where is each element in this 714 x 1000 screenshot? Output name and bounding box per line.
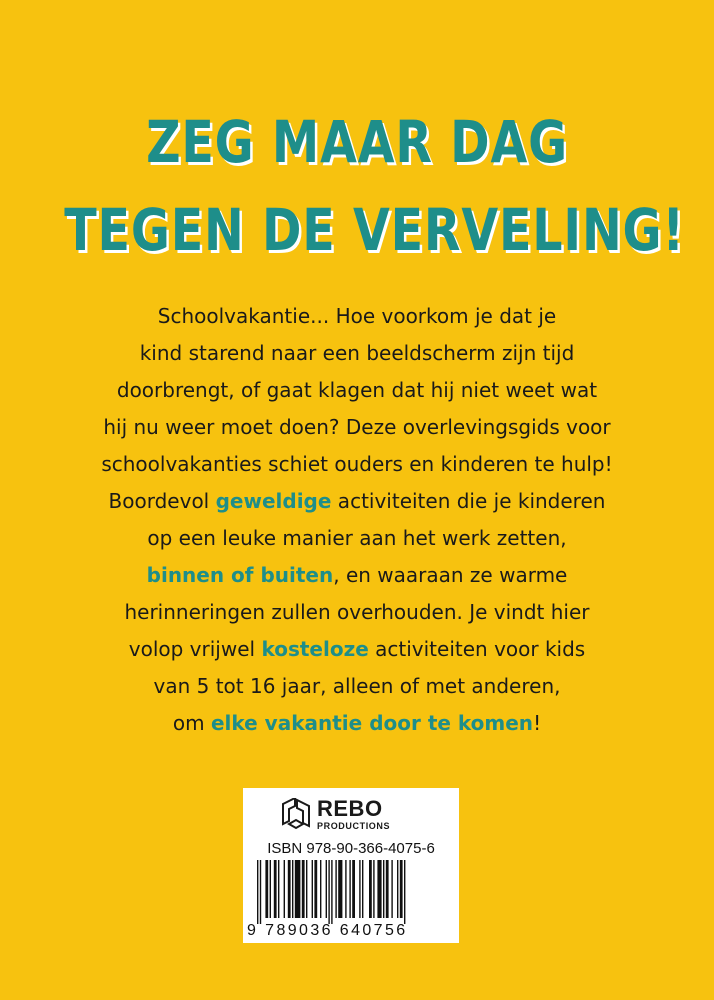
blurb-fragment: , en waaraan ze warme <box>333 563 568 587</box>
blurb-line: hij nu weer moet doen? Deze overlevingsgids voor <box>103 415 611 439</box>
blurb-fragment: Boordevol <box>108 489 216 513</box>
blurb-line: kind starend naar een beeldscherm zijn tijd <box>139 341 575 365</box>
barcode-bar <box>397 860 398 918</box>
barcode-bar <box>257 860 258 924</box>
barcode-bar <box>326 860 327 918</box>
blurb-line <box>90 483 624 520</box>
barcode-bar <box>377 860 381 918</box>
highlight-elke-vakantie: elke vakantie door te komen <box>210 711 534 735</box>
blurb-fragment: volop vrijwel <box>128 637 262 661</box>
blurb-line: doorbrengt, of gaat klagen dat hij niet weet wat <box>116 378 598 402</box>
barcode-bar <box>295 860 301 918</box>
barcode-bar <box>362 860 363 918</box>
barcode-bar <box>328 860 329 924</box>
blurb-line: Schoolvakantie... Hoe voorkom je dat je <box>157 304 557 328</box>
highlight-binnen-of-buiten: binnen of buiten <box>146 563 334 587</box>
publisher-logo <box>281 796 451 836</box>
barcode-bar <box>335 860 336 918</box>
barcode-bar <box>391 860 392 918</box>
barcode-bar <box>288 860 291 918</box>
publisher-sub: PRODUCTIONS <box>317 821 391 831</box>
blurb-line: schoolvakanties schiet ouders en kinderen te hulp! <box>101 452 613 476</box>
barcode-bar <box>306 860 307 918</box>
barcode-bar <box>352 860 355 918</box>
barcode-bar <box>260 860 261 924</box>
highlight-geweldige: geweldige <box>215 489 332 513</box>
barcode-bar <box>265 860 268 918</box>
barcode-bar <box>292 860 293 918</box>
blurb-fragment: activiteiten die je kinderen <box>331 489 606 513</box>
barcode-bar <box>345 860 346 918</box>
blurb-line <box>90 705 624 742</box>
publisher-name: REBO <box>317 796 383 821</box>
blurb-fragment: om <box>172 711 211 735</box>
barcode-bar <box>386 860 389 918</box>
barcode-bar <box>338 860 342 918</box>
barcode-bar <box>400 860 403 918</box>
blurb-fragment: activiteiten voor kids <box>368 637 586 661</box>
blurb-line: van 5 tot 16 jaar, alleen of met anderen, <box>153 674 561 698</box>
barcode-bar <box>373 860 374 918</box>
blurb-fragment: ! <box>533 711 542 735</box>
barcode-bar <box>404 860 405 924</box>
blurb-line <box>90 557 624 594</box>
ean-number: 9 789036 640756 <box>247 922 408 939</box>
blurb-line: herinneringen zullen overhouden. Je vindt hier <box>124 600 590 624</box>
blurb-text <box>90 298 624 742</box>
isbn-text: ISBN 978-90-366-4075-6 <box>267 840 435 857</box>
barcode <box>257 860 447 924</box>
barcode-bar <box>331 860 332 924</box>
headline <box>64 98 685 274</box>
barcode-bar <box>302 860 305 918</box>
barcode-bar <box>369 860 372 918</box>
barcode-bar <box>320 860 321 918</box>
barcode-bar <box>359 860 360 918</box>
barcode-bar <box>383 860 384 918</box>
blurb-line: op een leuke manier aan het werk zetten, <box>147 526 567 550</box>
barcode-bar <box>270 860 271 918</box>
barcode-bar <box>274 860 277 918</box>
barcode-bar <box>312 860 313 918</box>
barcode-panel <box>243 788 459 943</box>
headline-line-2: TEGEN DE VERVELING! <box>64 196 685 264</box>
blurb-line <box>90 631 624 668</box>
highlight-kosteloze: kosteloze <box>261 637 369 661</box>
barcode-bar <box>349 860 350 918</box>
barcode-bar <box>278 860 279 918</box>
rebo-logo-icon <box>281 798 311 832</box>
barcode-bar <box>284 860 285 918</box>
barcode-bar <box>314 860 317 918</box>
headline-line-1: ZEG MAAR DAG <box>146 108 568 176</box>
